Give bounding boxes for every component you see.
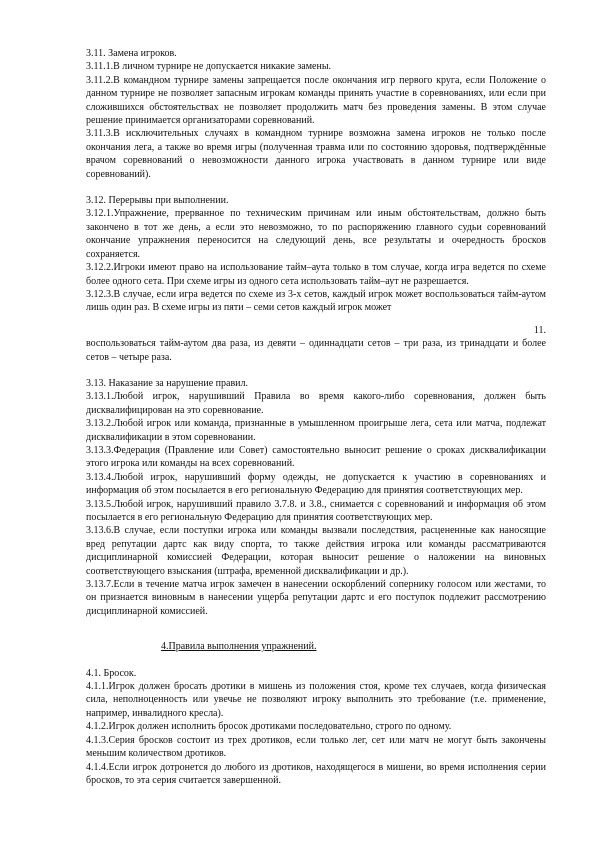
clause-3-13-4: 3.13.4.Любой игрок, нарушивший форму одежды, не допускается к участию в соревнованиях и информация об этом посылается в его региональную Федерацию для принятия соответствующих мер. — [86, 471, 546, 497]
clause-3-13-1: 3.13.1.Любой игрок, нарушивший Правила во время какого-либо соревнования, должен быть дисквалифицирован на это соревнование. — [86, 391, 546, 416]
clause-3-11-2: 3.11.2.В командном турнире замены запрещается после окончания игр первого круга, если Положение о данном турнире не позволяет запасным игрокам команды принять участие в соревнованиях, или если при сложившихся обстоятельствах не позволяет продолжить матч без проведения замены. В этом случае решение принимается организаторами соревнований. — [86, 74, 546, 127]
page-number: 11. — [533, 324, 546, 336]
clause-3-12-1: 3.12.1.Упражнение, прерванное по техническим причинам или иным обстоятельствам, должно быть закончено в тот же день, а если это невозможно, то по распоряжению главного судьи соревнований окончание упражнения переносится на следующий день, все результаты и очередность бросков сохраняется. — [86, 208, 546, 260]
clause-3-13-2: 3.13.2.Любой игрок или команда, признанные в умышленном проигрыше лега, сета или матча, подлежат дисквалификации в этом соревновании. — [86, 418, 546, 443]
clause-3-12-3-continued: воспользоваться тайм-аутом два раза, из девяти – одиннадцати сетов – три раза, из тринадцати и более сетов – четыре раза. — [86, 338, 546, 363]
clause-3-12-3: 3.12.3.В случае, если игра ведется по схеме из 3-х сетов, каждый игрок может воспользоваться тайм-аутом лишь один раз. В схеме игры из пяти – семи сетов каждый игрок может — [86, 288, 546, 314]
clause-3-13-6: 3.13.6.В случае, если поступки игрока или команды вызвали последствия, расцененные как наносящие вред репутации дартс как виду спорта, то также действия игрока или команды рассматриваются дисциплинарной комиссией Федерации, которая выносит решение о наложении на виновных соответствующего взыскания (штрафа, временной дисквалификации и др.). — [86, 525, 546, 577]
spacer — [86, 364, 546, 377]
clause-4-1-1: 4.1.1.Игрок должен бросать дротики в мишень из положения стоя, кроме тех случаев, когда физическая сила, неполноценность или увечье не позволяют игроку выполнить это требование (т.е. применение, например, инвалидного кресла). — [86, 681, 546, 719]
clause-3-12-2: 3.12.2.Игроки имеют право на использование тайм–аута только в том случае, когда игра ведется по схеме более одного сета. При схеме игры из одного сета использовать тайм–аут не разрешается. — [86, 262, 546, 287]
document-body — [86, 47, 546, 787]
spacer — [86, 654, 546, 667]
clause-3-13-5: 3.13.5.Любой игрок, нарушивший правило 3.7.8. и 3.8., снимается с соревнований и информация об этом посылается в его региональную Федерацию для принятия соответствующих мер. — [86, 498, 546, 523]
spacer — [86, 618, 546, 640]
section-3-12-title: 3.12. Перерывы при выполнении. — [86, 195, 229, 207]
clause-3-13-3: 3.13.3.Федерация (Правление или Совет) самостоятельно выносит решение о сроках дисквалификации этого игрока или команды на всех соревнований. — [86, 444, 546, 470]
section-4-1-title: 4.1. Бросок. — [86, 667, 137, 679]
clause-3-13-7: 3.13.7.Если в течение матча игрок замечен в нанесении оскорблений сопернику голосом или жестами, то он признается виновным в нанесении ущерба репутации дартс и его поступок подлежит рассмотрению дисциплинарной комиссией. — [86, 579, 546, 617]
clause-4-1-4: 4.1.4.Если игрок дотронется до любого из дротиков, находящегося в мишени, во время исполнения серии бросков, то эта серия считается завершенной. — [86, 761, 546, 786]
clause-4-1-2: 4.1.2.Игрок должен исполнить бросок дротиками последовательно, строго по одному. — [86, 721, 452, 733]
clause-3-11-1: 3.11.1.В личном турнире не допускается никакие замены. — [86, 61, 332, 73]
section-4-heading: 4.Правила выполнения упражнений. — [161, 641, 317, 653]
section-3-13-title: 3.13. Наказание за нарушение правил. — [86, 377, 249, 389]
clause-4-1-3: 4.1.3.Серия бросков состоит из трех дротиков, если только лег, сет или матч не могут быть закончены меньшим количеством дротиков. — [86, 734, 546, 760]
clause-3-11-3: 3.11.3.В исключительных случаях в командном турнире возможна замена игроков не только после окончания лега, а также во время игры (полученная травма или по состоянию здоровья, подтверждённые врачом соревнований о невозможности данного игрока участвовать в данном турнире или виде соревнований). — [86, 128, 546, 180]
section-3-11-title: 3.11. Замена игроков. — [86, 48, 177, 59]
spacer — [86, 181, 546, 194]
